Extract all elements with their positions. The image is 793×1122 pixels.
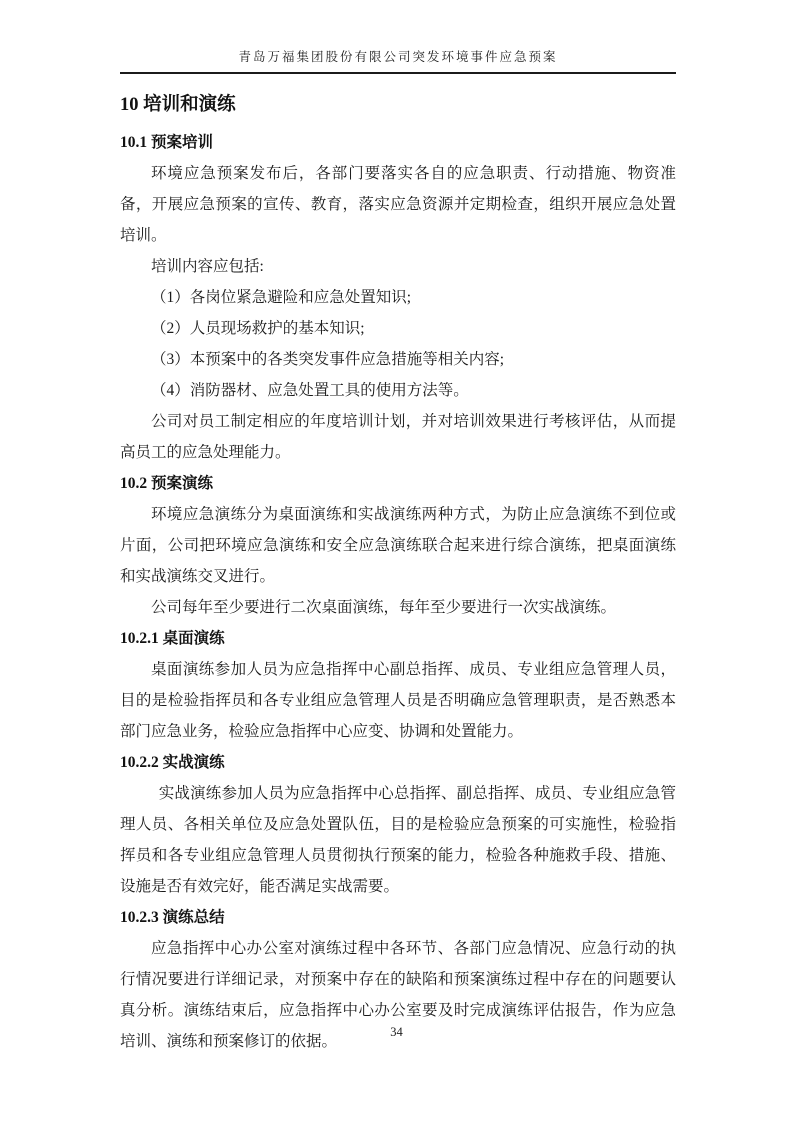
chapter-heading: 10 培训和演练 (120, 95, 236, 115)
paragraph: 应急指挥中心办公室对演练过程中各环节、各部门应急情况、应急行动的执行情况要进行详细记录，对预案中存在的缺陷和预案演练过程中存在的问题要认真分析。演练结束后，应急指挥中心办公室要及时完成演练评估报告，作为应急培训、演练和预案修订的依据。 (120, 940, 676, 1051)
paragraph: 培训内容应包括: (151, 258, 264, 276)
page-number: 34 (390, 1025, 403, 1039)
section-heading-10-2: 10.2 预案演练 (120, 475, 214, 493)
paragraph: 公司每年至少要进行二次桌面演练，每年至少要进行一次实战演练。 (151, 599, 617, 617)
paragraph: 环境应急预案发布后，各部门要落实各自的应急职责、行动措施、物资准备，开展应急预案的宣传、教育，落实应急资源并定期检查，组织开展应急处置培训。 (120, 165, 676, 245)
list-item-3: （3）本预案中的各类突发事件应急措施等相关内容; (151, 351, 505, 369)
section-heading-10-2-2: 10.2.2 实战演练 (120, 754, 225, 772)
page-footer (0, 1023, 793, 1041)
section-heading-10-1: 10.1 预案培训 (120, 134, 214, 152)
document-content (120, 93, 676, 1057)
header-title: 青岛万福集团股份有限公司突发环境事件应急预案 (238, 50, 558, 64)
paragraph: 公司对员工制定相应的年度培训计划，并对培训效果进行考核评估，从而提高员工的应急处理能力。 (120, 413, 676, 462)
list-item-1: （1）各岗位紧急避险和应急处置知识; (151, 289, 412, 307)
section-heading-10-2-1: 10.2.1 桌面演练 (120, 630, 225, 648)
list-item-2: （2）人员现场救护的基本知识; (151, 320, 365, 338)
paragraph: 实战演练参加人员为应急指挥中心总指挥、副总指挥、成员、专业组应急管理人员、各相关单位及应急处置队伍，目的是检验应急预案的可实施性，检验指挥员和各专业组应急管理人员贯彻执行预案的能力，检验各种施救手段、措施、设施是否有效完好，能否满足实战需要。 (120, 785, 676, 896)
page-header (120, 0, 676, 74)
section-heading-10-2-3: 10.2.3 演练总结 (120, 909, 225, 927)
paragraph: 环境应急演练分为桌面演练和实战演练两种方式，为防止应急演练不到位或片面，公司把环境应急演练和安全应急演练联合起来进行综合演练，把桌面演练和实战演练交叉进行。 (120, 506, 676, 586)
paragraph: 桌面演练参加人员为应急指挥中心副总指挥、成员、专业组应急管理人员，目的是检验指挥员和各专业组应急管理人员是否明确应急管理职责，是否熟悉本部门应急业务，检验应急指挥中心应变、协调和处置能力。 (120, 661, 676, 741)
list-item-4: （4）消防器材、应急处置工具的使用方法等。 (151, 382, 469, 400)
